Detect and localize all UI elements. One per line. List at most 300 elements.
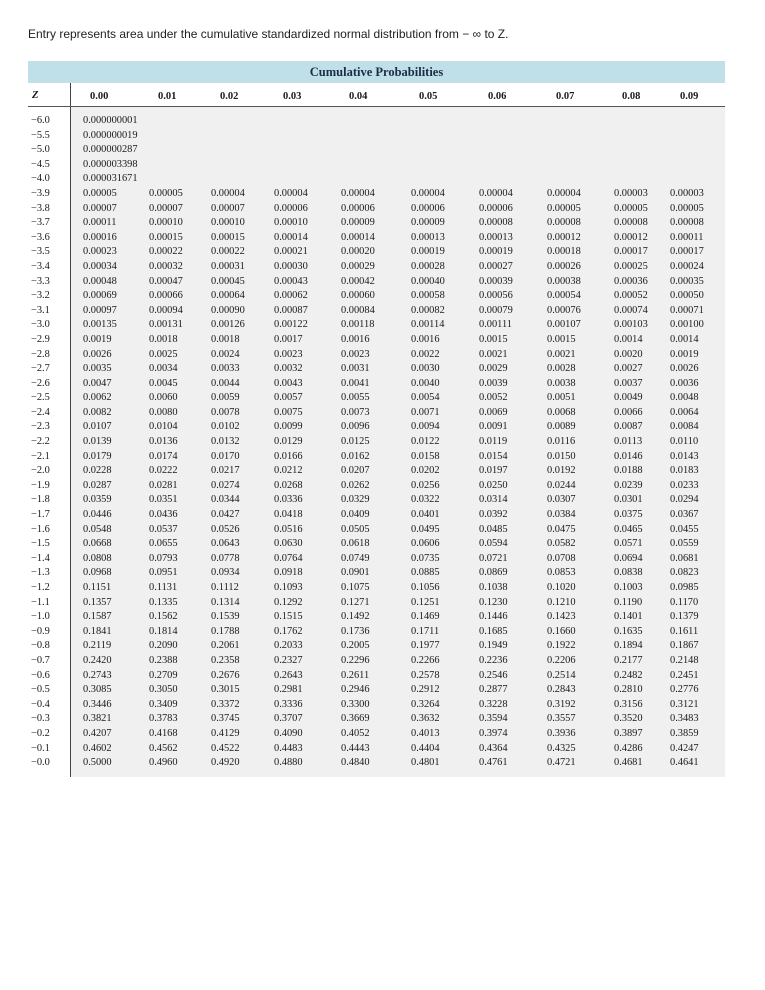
probability-cell: 0.0037: [614, 377, 643, 389]
probability-cell: 0.0630: [274, 538, 303, 550]
probability-cell: 0.2388: [149, 654, 178, 666]
table-row: [28, 552, 725, 567]
probability-cell: 0.2177: [614, 654, 643, 666]
probability-cell: 0.000000287: [83, 144, 138, 156]
probability-cell: 0.1190: [614, 596, 643, 608]
probability-cell: 0.0020: [614, 348, 643, 360]
probability-cell: 0.2578: [411, 669, 440, 681]
probability-cell: 0.0041: [341, 377, 370, 389]
probability-cell: 0.0606: [411, 538, 440, 550]
probability-cell: 0.1611: [670, 625, 699, 637]
probability-cell: 0.2946: [341, 684, 370, 696]
table-row: [28, 348, 725, 363]
probability-cell: 0.0392: [479, 509, 508, 521]
probability-cell: 0.00012: [547, 231, 581, 243]
probability-cell: 0.3336: [274, 698, 303, 710]
probability-cell: 0.00006: [411, 202, 445, 214]
probability-cell: 0.00009: [341, 217, 375, 229]
probability-cell: 0.00005: [670, 202, 704, 214]
probability-cell: 0.0548: [83, 523, 112, 535]
probability-cell: 0.000000001: [83, 115, 138, 126]
probability-cell: 0.1075: [341, 582, 370, 593]
probability-cell: 0.3669: [341, 713, 370, 725]
probability-cell: 0.3821: [83, 713, 112, 725]
table-rows: [28, 114, 725, 771]
z-value: −0.0: [31, 757, 50, 769]
z-value: −4.5: [31, 158, 50, 170]
probability-cell: 0.3228: [479, 698, 508, 710]
probability-cell: 0.0064: [670, 406, 699, 418]
probability-cell: 0.0018: [149, 333, 178, 345]
z-value: −2.5: [31, 392, 50, 404]
z-value: −3.4: [31, 260, 50, 272]
probability-cell: 0.00084: [341, 304, 375, 316]
probability-cell: 0.00131: [149, 319, 183, 331]
probability-cell: 0.00135: [83, 319, 117, 331]
z-value: −1.0: [31, 611, 50, 623]
probability-cell: 0.0113: [614, 436, 643, 448]
probability-cell: 0.0014: [614, 333, 643, 345]
probability-cell: 0.0025: [149, 348, 178, 360]
probability-cell: 0.00007: [83, 202, 117, 214]
probability-cell: 0.0096: [341, 421, 370, 433]
probability-cell: 0.0197: [479, 465, 508, 477]
probability-cell: 0.2090: [149, 640, 178, 652]
probability-cell: 0.0274: [211, 479, 240, 491]
probability-cell: 0.2420: [83, 654, 112, 666]
probability-cell: 0.0823: [670, 567, 699, 579]
probability-cell: 0.2709: [149, 669, 178, 681]
probability-cell: 0.00079: [479, 304, 513, 316]
probability-cell: 0.1977: [411, 640, 440, 652]
probability-cell: 0.00118: [341, 319, 375, 331]
probability-cell: 0.0048: [670, 392, 699, 404]
probability-cell: 0.4721: [547, 757, 576, 769]
probability-cell: 0.1492: [341, 611, 370, 623]
table-row: [28, 639, 725, 654]
probability-cell: 0.0985: [670, 582, 699, 593]
probability-cell: 0.1736: [341, 625, 370, 637]
probability-cell: 0.3897: [614, 727, 643, 739]
probability-cell: 0.0301: [614, 494, 643, 506]
probability-cell: 0.0918: [274, 567, 303, 579]
z-value: −2.8: [31, 348, 50, 360]
probability-cell: 0.0314: [479, 494, 508, 506]
probability-cell: 0.00126: [211, 319, 245, 331]
probability-cell: 0.00015: [211, 231, 245, 243]
probability-cell: 0.0668: [83, 538, 112, 550]
probability-cell: 0.1003: [614, 582, 643, 593]
probability-cell: 0.00060: [341, 290, 375, 302]
probability-cell: 0.00014: [274, 231, 308, 243]
probability-cell: 0.0060: [149, 392, 178, 404]
probability-cell: 0.0250: [479, 479, 508, 491]
probability-cell: 0.00066: [149, 290, 183, 302]
column-header-row: [28, 83, 725, 106]
probability-cell: 0.0125: [341, 436, 370, 448]
probability-cell: 0.1922: [547, 640, 576, 652]
probability-cell: 0.0075: [274, 406, 303, 418]
probability-cell: 0.0116: [547, 436, 576, 448]
probability-cell: 0.2119: [83, 640, 112, 652]
probability-cell: 0.0087: [614, 421, 643, 433]
probability-cell: 0.00043: [274, 275, 308, 287]
z-value: −1.5: [31, 538, 50, 550]
probability-cell: 0.0026: [83, 348, 112, 360]
probability-cell: 0.0026: [670, 363, 699, 375]
probability-cell: 0.3974: [479, 727, 508, 739]
probability-cell: 0.00045: [211, 275, 245, 287]
z-value: −4.0: [31, 173, 50, 185]
probability-cell: 0.3783: [149, 713, 178, 725]
probability-cell: 0.0708: [547, 552, 576, 564]
column-header: 0.04: [349, 91, 368, 102]
probability-cell: 0.0016: [341, 333, 370, 345]
probability-cell: 0.0516: [274, 523, 303, 535]
probability-cell: 0.4168: [149, 727, 178, 739]
probability-cell: 0.4761: [479, 757, 508, 769]
probability-cell: 0.00107: [547, 319, 581, 331]
probability-cell: 0.0446: [83, 509, 112, 521]
probability-cell: 0.4840: [341, 757, 370, 769]
table-row: [28, 333, 725, 348]
probability-cell: 0.2776: [670, 684, 699, 696]
probability-cell: 0.1949: [479, 640, 508, 652]
column-header: 0.07: [556, 91, 575, 102]
probability-cell: 0.1314: [211, 596, 240, 608]
probability-cell: 0.3594: [479, 713, 508, 725]
probability-cell: 0.2514: [547, 669, 576, 681]
probability-cell: 0.00029: [341, 260, 375, 272]
probability-cell: 0.0018: [211, 333, 240, 345]
probability-cell: 0.0571: [614, 538, 643, 550]
table-row: [28, 523, 725, 538]
probability-cell: 0.2981: [274, 684, 303, 696]
probability-cell: 0.00005: [614, 202, 648, 214]
probability-cell: 0.4920: [211, 757, 240, 769]
probability-cell: 0.00011: [83, 217, 117, 229]
probability-cell: 0.0091: [479, 421, 508, 433]
probability-cell: 0.0336: [274, 494, 303, 506]
probability-cell: 0.0139: [83, 436, 112, 448]
probability-cell: 0.0170: [211, 450, 240, 462]
z-value: −0.1: [31, 742, 50, 754]
probability-cell: 0.3264: [411, 698, 440, 710]
probability-cell: 0.2810: [614, 684, 643, 696]
probability-cell: 0.0217: [211, 465, 240, 477]
column-header: 0.08: [622, 91, 641, 102]
probability-cell: 0.4013: [411, 727, 440, 739]
column-header: 0.02: [220, 91, 239, 102]
table-row: [28, 202, 725, 217]
probability-cell: 0.0024: [211, 348, 240, 360]
table-row: [28, 712, 725, 727]
probability-cell: 0.0351: [149, 494, 178, 506]
probability-cell: 0.0119: [479, 436, 508, 448]
probability-cell: 0.1894: [614, 640, 643, 652]
probability-cell: 0.00019: [411, 246, 445, 258]
z-value: −1.1: [31, 596, 50, 608]
probability-cell: 0.0045: [149, 377, 178, 389]
probability-cell: 0.2843: [547, 684, 576, 696]
probability-cell: 0.3409: [149, 698, 178, 710]
probability-cell: 0.0021: [547, 348, 576, 360]
probability-cell: 0.1131: [149, 582, 178, 593]
probability-cell: 0.2676: [211, 669, 240, 681]
probability-cell: 0.00009: [411, 217, 445, 229]
probability-cell: 0.0150: [547, 450, 576, 462]
probability-cell: 0.00114: [411, 319, 445, 331]
probability-cell: 0.0322: [411, 494, 440, 506]
probability-cell: 0.0934: [211, 567, 240, 579]
probability-cell: 0.00025: [614, 260, 648, 272]
probability-cell: 0.0016: [411, 333, 440, 345]
table-row: [28, 216, 725, 231]
probability-cell: 0.0329: [341, 494, 370, 506]
probability-cell: 0.0853: [547, 567, 576, 579]
probability-cell: 0.00028: [411, 260, 445, 272]
probability-cell: 0.0778: [211, 552, 240, 564]
probability-cell: 0.0465: [614, 523, 643, 535]
probability-cell: 0.0136: [149, 436, 178, 448]
probability-cell: 0.2611: [341, 669, 370, 681]
z-value: −5.5: [31, 129, 50, 141]
probability-cell: 0.0023: [274, 348, 303, 360]
probability-cell: 0.1423: [547, 611, 576, 623]
probability-cell: 0.0154: [479, 450, 508, 462]
probability-cell: 0.00040: [411, 275, 445, 287]
column-header: 0.00: [90, 91, 109, 102]
column-header: 0.06: [488, 91, 507, 102]
probability-cell: 0.0015: [479, 333, 508, 345]
probability-cell: 0.0034: [149, 363, 178, 375]
probability-cell: 0.00004: [211, 187, 245, 199]
probability-cell: 0.0023: [341, 348, 370, 360]
table-row: [28, 683, 725, 698]
probability-cell: 0.00017: [614, 246, 648, 258]
probability-cell: 0.0055: [341, 392, 370, 404]
probability-cell: 0.00082: [411, 304, 445, 316]
table-row: [28, 114, 725, 129]
probability-cell: 0.0901: [341, 567, 370, 579]
table-row: [28, 143, 725, 158]
z-value: −3.8: [31, 202, 50, 214]
z-value: −2.7: [31, 363, 50, 375]
table-row: [28, 742, 725, 757]
probability-cell: 0.4602: [83, 742, 112, 754]
probability-cell: 0.00007: [211, 202, 245, 214]
probability-cell: 0.00005: [83, 187, 117, 199]
z-value: −3.9: [31, 187, 50, 199]
probability-cell: 0.4325: [547, 742, 576, 754]
z-value: −3.6: [31, 231, 50, 243]
probability-cell: 0.00010: [149, 217, 183, 229]
probability-cell: 0.0062: [83, 392, 112, 404]
probability-cell: 0.0059: [211, 392, 240, 404]
probability-cell: 0.0057: [274, 392, 303, 404]
table-row: [28, 275, 725, 290]
probability-cell: 0.1635: [614, 625, 643, 637]
probability-cell: 0.0436: [149, 509, 178, 521]
probability-cell: 0.0559: [670, 538, 699, 550]
probability-cell: 0.0594: [479, 538, 508, 550]
probability-cell: 0.0129: [274, 436, 303, 448]
probability-cell: 0.0132: [211, 436, 240, 448]
z-value: −3.7: [31, 217, 50, 229]
z-value: −2.4: [31, 406, 50, 418]
probability-cell: 0.00007: [149, 202, 183, 214]
probability-cell: 0.0032: [274, 363, 303, 375]
probability-cell: 0.0455: [670, 523, 699, 535]
probability-cell: 0.0068: [547, 406, 576, 418]
probability-cell: 0.00052: [614, 290, 648, 302]
probability-cell: 0.0040: [411, 377, 440, 389]
probability-cell: 0.2033: [274, 640, 303, 652]
probability-cell: 0.00069: [83, 290, 117, 302]
probability-cell: 0.3050: [149, 684, 178, 696]
probability-cell: 0.00008: [614, 217, 648, 229]
probability-cell: 0.0143: [670, 450, 699, 462]
probability-cell: 0.2743: [83, 669, 112, 681]
probability-cell: 0.00022: [149, 246, 183, 258]
probability-cell: 0.0069: [479, 406, 508, 418]
probability-cell: 0.3446: [83, 698, 112, 710]
table-title: Cumulative Probabilities: [28, 61, 725, 83]
probability-cell: 0.3745: [211, 713, 240, 725]
probability-cell: 0.4641: [670, 757, 699, 769]
column-header: 0.03: [283, 91, 302, 102]
table-row: [28, 727, 725, 742]
table-row: [28, 231, 725, 246]
probability-cell: 0.1056: [411, 582, 440, 593]
probability-cell: 0.1711: [411, 625, 440, 637]
probability-cell: 0.0038: [547, 377, 576, 389]
probability-cell: 0.2266: [411, 654, 440, 666]
probability-cell: 0.3015: [211, 684, 240, 696]
probability-cell: 0.00004: [274, 187, 308, 199]
probability-cell: 0.00050: [670, 290, 704, 302]
probability-cell: 0.4880: [274, 757, 303, 769]
probability-cell: 0.0475: [547, 523, 576, 535]
probability-cell: 0.00030: [274, 260, 308, 272]
probability-cell: 0.00019: [479, 246, 513, 258]
probability-cell: 0.0162: [341, 450, 370, 462]
probability-cell: 0.1151: [83, 582, 112, 593]
probability-cell: 0.2206: [547, 654, 576, 666]
probability-cell: 0.2877: [479, 684, 508, 696]
probability-cell: 0.00006: [341, 202, 375, 214]
z-value: −3.0: [31, 319, 50, 331]
probability-cell: 0.3557: [547, 713, 576, 725]
probability-cell: 0.00006: [479, 202, 513, 214]
probability-cell: 0.00013: [479, 231, 513, 243]
probability-cell: 0.0066: [614, 406, 643, 418]
probability-cell: 0.1562: [149, 611, 178, 623]
probability-cell: 0.0749: [341, 552, 370, 564]
probability-cell: 0.00048: [83, 275, 117, 287]
probability-cell: 0.00058: [411, 290, 445, 302]
table-row: [28, 493, 725, 508]
probability-cell: 0.0344: [211, 494, 240, 506]
probability-cell: 0.0427: [211, 509, 240, 521]
probability-cell: 0.0951: [149, 567, 178, 579]
probability-cell: 0.0793: [149, 552, 178, 564]
probability-cell: 0.2546: [479, 669, 508, 681]
probability-cell: 0.2451: [670, 669, 699, 681]
table-row: [28, 698, 725, 713]
probability-cell: 0.0039: [479, 377, 508, 389]
probability-cell: 0.00004: [547, 187, 581, 199]
probability-cell: 0.0212: [274, 465, 303, 477]
z-value: −2.9: [31, 333, 50, 345]
probability-cell: 0.00006: [274, 202, 308, 214]
probability-cell: 0.0080: [149, 406, 178, 418]
probability-cell: 0.0869: [479, 567, 508, 579]
probability-cell: 0.00103: [614, 319, 648, 331]
probability-cell: 0.3300: [341, 698, 370, 710]
probability-cell: 0.0183: [670, 465, 699, 477]
probability-cell: 0.00014: [341, 231, 375, 243]
probability-cell: 0.00011: [670, 231, 704, 243]
probability-cell: 0.0028: [547, 363, 576, 375]
probability-cell: 0.0885: [411, 567, 440, 579]
probability-cell: 0.0158: [411, 450, 440, 462]
probability-cell: 0.00017: [670, 246, 704, 258]
probability-cell: 0.0764: [274, 552, 303, 564]
table-row: [28, 289, 725, 304]
probability-cell: 0.0526: [211, 523, 240, 535]
table-row: [28, 129, 725, 144]
probability-cell: 0.00034: [83, 260, 117, 272]
table-row: [28, 464, 725, 479]
header-rule: [28, 106, 725, 107]
table-row: [28, 245, 725, 260]
table-row: [28, 566, 725, 581]
probability-cell: 0.4090: [274, 727, 303, 739]
probability-cell: 0.1251: [411, 596, 440, 608]
probability-cell: 0.0015: [547, 333, 576, 345]
probability-cell: 0.00023: [83, 246, 117, 258]
probability-cell: 0.0188: [614, 465, 643, 477]
cumulative-probability-table: [28, 61, 725, 777]
probability-cell: 0.2061: [211, 640, 240, 652]
probability-cell: 0.0262: [341, 479, 370, 491]
probability-cell: 0.0495: [411, 523, 440, 535]
probability-cell: 0.1401: [614, 611, 643, 623]
table-row: [28, 187, 725, 202]
probability-cell: 0.0146: [614, 450, 643, 462]
probability-cell: 0.3707: [274, 713, 303, 725]
probability-cell: 0.3372: [211, 698, 240, 710]
z-value: −1.7: [31, 509, 50, 521]
probability-cell: 0.1762: [274, 625, 303, 637]
probability-cell: 0.0233: [670, 479, 699, 491]
probability-cell: 0.2358: [211, 654, 240, 666]
probability-cell: 0.1515: [274, 611, 303, 623]
z-value: −1.6: [31, 523, 50, 535]
probability-cell: 0.0179: [83, 450, 112, 462]
z-value: −0.2: [31, 727, 50, 739]
z-value: −3.1: [31, 304, 50, 316]
probability-cell: 0.00027: [479, 260, 513, 272]
probability-cell: 0.0078: [211, 406, 240, 418]
table-row: [28, 654, 725, 669]
probability-cell: 0.1685: [479, 625, 508, 637]
table-caption: Entry represents area under the cumulative standardized normal distribution from − ∞ to Z.: [28, 27, 509, 41]
probability-cell: 0.0107: [83, 421, 112, 433]
probability-cell: 0.0735: [411, 552, 440, 564]
z-value: −1.8: [31, 494, 50, 506]
